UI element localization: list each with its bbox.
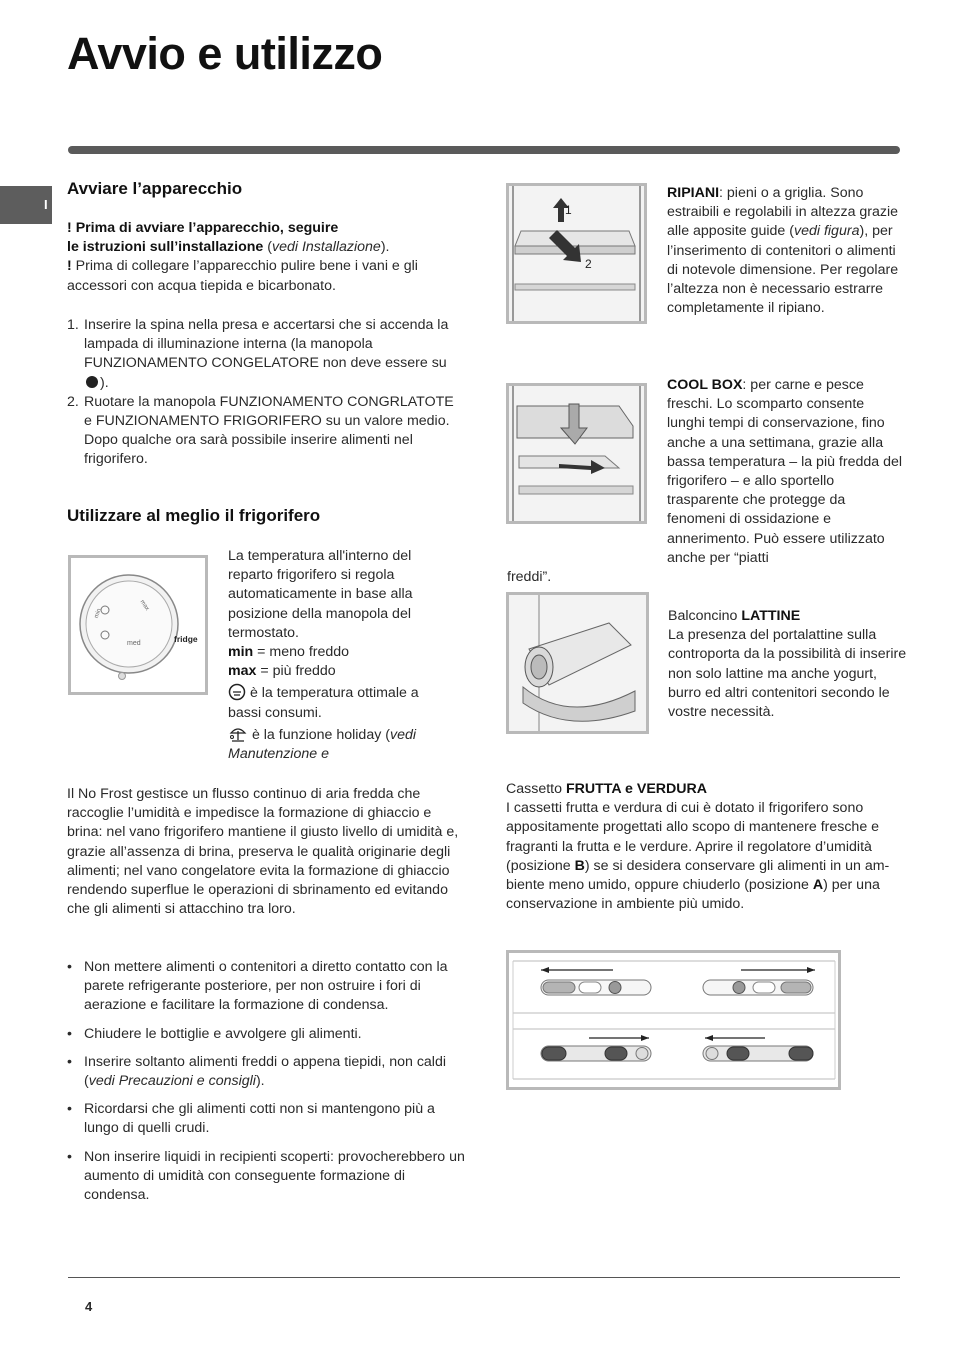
max-label: max [228, 663, 257, 680]
step-number: 1. [67, 317, 79, 333]
list-item: • Non mettere alimenti o contenitori a diretto contatto con la parete refrigerante posteriore, per non ostruire i fori di aerazione e facilitare la formazione di condensa. [67, 958, 465, 1016]
eco-text: è la temperatura ottimale a bassi consumi. [228, 685, 419, 721]
coolbox-figure [506, 383, 647, 524]
shelves-figure [506, 183, 647, 324]
step-number: 2. [67, 393, 79, 410]
knob-max-label: max [138, 599, 150, 612]
step-2 [67, 393, 457, 470]
thermostat-description [228, 547, 453, 764]
list-item: • Non inserire liquidi in recipienti scoperti: provocherebbero un aumento di umidità con conseguente formazione di condensa. [67, 1148, 465, 1206]
figure-label-1: 1 [565, 203, 572, 217]
crisper-text-2: ) se si desidera conservare gli alimenti in un am-biente meno umido, oppure chiuderlo (posizione [506, 857, 890, 894]
knob-fridge-label: fridge [174, 634, 198, 644]
language-tab [0, 186, 52, 224]
crisper-description [506, 780, 901, 914]
humidity-regulator-figure [506, 950, 841, 1090]
header-rule [68, 146, 900, 154]
holiday-umbrella-icon [228, 725, 248, 743]
list-item-end: ). [255, 1073, 265, 1090]
shelves-description [667, 184, 907, 318]
figure-reference: vedi figura [794, 223, 860, 240]
paren: ). [380, 239, 390, 256]
shelves-text-2: ), per l’inserimento di contenitori o alimenti di notevole dimensione. Per regolare l’altezza non è necessario estrarre completamente il ripiano. [667, 223, 899, 317]
holiday-reference: vedi Manutenzione e [228, 726, 416, 763]
max-text: = più freddo [256, 663, 336, 680]
section-heading-use: Utilizzare al meglio il frigorifero [67, 506, 321, 525]
step-text: Ruotare la manopola FUNZIONAMENTO CONGRLATOTE e FUNZIONAMENTO FRIGORIFERO su un valore medio. Dopo qualche ora sarà possibile inserire alimenti nel frigorifero. [84, 393, 454, 468]
page-number: 4 [85, 1299, 93, 1314]
coolbox-text: : per carne e pesce freschi. Lo scomparto consente lunghi tempi di conservazione, fino anche a una settimana, grazie alla bassa temperatura – la più fredda del frigorifero – e allo sportello trasparente che protegge da fenomeni di ossidazione e annerimento. Può essere utilizzato anche per “piatti [667, 377, 903, 566]
step-text: Inserire la spina nella presa e accertarsi che si accenda la lampada di illuminazione interna (la manopola FUNZIONAMENTO CONGELATORE non deve essere su [84, 317, 449, 372]
knob-min-label: min [93, 607, 103, 620]
nofrost-text: Il No Frost gestisce un flusso continuo di aria fredda che raccoglie l’umidità e impedisce la formazione di ghiaccio e brina: nel vano frigorifero mantiene il giusto livello di umidità e, grazie all’assenza di brina, preserva le qualità originarie degli alimenti; nel vano congelatore evita la formazione di ghiaccio rendendo superflue le operazioni di sbrinamento ed evitando che gli alimenti si attacchino tra loro. [67, 786, 459, 918]
warning-text-bold: Prima di avviare l’apparecchio, seguire [75, 220, 339, 236]
min-label: min [228, 644, 254, 661]
can-rack-prefix: Balconcino [668, 608, 742, 624]
nofrost-paragraph [67, 785, 465, 919]
list-item-text: Inserire soltanto alimenti freddi o appena tiepidi, non caldi ( [84, 1053, 447, 1090]
crisper-label: FRUTTA e VERDURA [565, 781, 708, 797]
warning-text-bold-2: le istruzioni sull’installazione [67, 239, 264, 256]
section-heading-start: Avviare l’apparecchio [67, 179, 243, 198]
warning-clean-text: Prima di collegare l’apparecchio pulire bene i vani e gli accessori con acqua tiepida e bicarbonato. [67, 258, 418, 294]
holiday-text: è la funzione holiday ( [248, 726, 390, 743]
knob-med-label: med [127, 640, 141, 647]
figure-label-2: 2 [585, 257, 592, 271]
precautions-reference: vedi Precauzioni e consigli [88, 1073, 256, 1090]
install-reference: vedi Installazione [271, 239, 381, 256]
min-text: = meno freddo [253, 644, 350, 661]
start-warnings [67, 219, 467, 296]
shelves-text: : pieni o a griglia. Sono estraibili e regolabili in altezza grazie alle apposite guide ( [667, 185, 899, 240]
list-item [67, 1053, 465, 1091]
crisper-prefix: Cassetto [506, 781, 566, 797]
can-rack-figure [506, 592, 649, 734]
position-b: B [574, 857, 585, 874]
temp-text: La temperatura all'interno del reparto frigorifero si regola automaticamente in base alla posizione della manopola del termostato. [228, 548, 413, 641]
step-text-end: ). [100, 374, 109, 391]
thermostat-knob-figure [68, 555, 208, 695]
language-tab-label: I [44, 197, 48, 212]
footer-rule [68, 1277, 900, 1278]
position-a: A [812, 877, 824, 894]
crisper-text-1: I cassetti frutta e verdura di cui è dotato il frigorifero sono appositamente progettati allo scopo di mantenere fresche e fragranti la frutta e le verdure. Aprire il regolatore d’umidità (posizione [506, 800, 880, 874]
can-rack-description [668, 607, 908, 722]
warning-mark: ! [67, 220, 72, 236]
list-item: • Chiudere le bottiglie e avvolgere gli alimenti. [67, 1025, 465, 1044]
warning-mark-2: ! [67, 258, 72, 275]
page-title: Avvio e utilizzo [67, 28, 383, 79]
crisper-text-3: ) per una conservazione in ambiente più umido. [506, 877, 880, 913]
eco-icon [228, 683, 246, 701]
off-position-icon [86, 376, 98, 388]
shelves-label: RIPIANI [667, 185, 720, 201]
coolbox-label: COOL BOX [667, 377, 743, 393]
start-steps [67, 316, 457, 470]
coolbox-tail: freddi”. [507, 569, 552, 585]
step-1 [67, 316, 457, 393]
can-rack-label: LATTINE [741, 608, 801, 624]
paren: ( [263, 239, 272, 256]
can-rack-text: La presenza del portalattine sulla controporta da la possibilità di inserire non solo lattine ma anche yogurt, burro ed altri contenitori secondo le vostre necessità. [668, 627, 907, 721]
tips-list [67, 958, 465, 1214]
coolbox-description [667, 376, 905, 568]
list-item: • Ricordarsi che gli alimenti cotti non si mantengono più a lungo di quelli crudi. [67, 1100, 465, 1138]
